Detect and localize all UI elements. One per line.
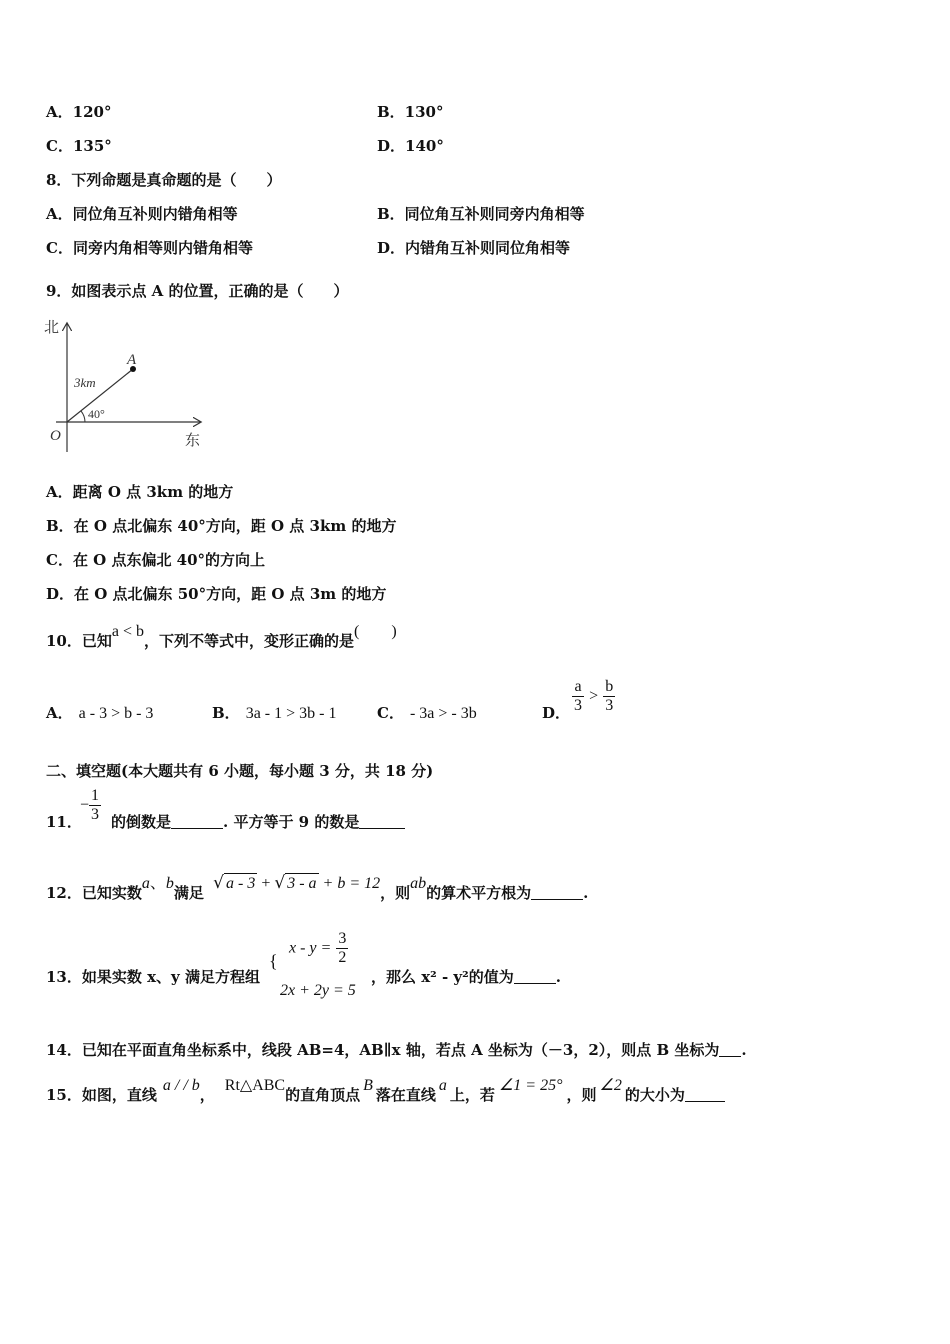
q8-option-c: C．同旁内角相等则内错角相等 — [46, 239, 253, 257]
q10-option-d-label: D． — [542, 704, 571, 722]
east-label: 东 — [185, 431, 201, 449]
q15-text-4: ，则 — [566, 1086, 597, 1104]
q11-minus: − — [80, 796, 90, 814]
q15-text-2: 落在直线 — [375, 1086, 436, 1104]
q13-blank[interactable] — [514, 969, 556, 984]
q14-end: . — [741, 1041, 747, 1059]
q11-blank-2[interactable] — [359, 814, 405, 829]
q11-fraction — [89, 787, 101, 824]
q12-radicand-2: 3 - a — [287, 875, 317, 892]
q9-option-d: D．在 O 点北偏东 50°方向，距 O 点 3m 的地方 — [46, 585, 387, 603]
north-label: 北 — [44, 318, 60, 336]
q12-radicand-1: a - 3 — [225, 875, 256, 892]
q7-option-c: C．135° — [46, 137, 112, 155]
radical-sign-2: √ — [274, 873, 286, 893]
q13-end: . — [555, 968, 561, 986]
q15-var-a: a — [438, 1077, 447, 1094]
q13-stem: 13．如果实数 x、y 满足方程组 — [46, 968, 260, 986]
q8-option-b: B．同位角互补则同旁内角相等 — [377, 205, 585, 223]
q10-condition: a < b — [111, 623, 144, 640]
q12-text-1: 满足 — [173, 884, 204, 902]
q15-stem: 15．如图，直线 — [46, 1086, 157, 1104]
q12-var-ab: ab — [410, 875, 427, 892]
q13-tail — [371, 967, 561, 987]
q13-equation-2: 2x + 2y = 5 — [280, 982, 356, 999]
q15-line — [46, 1077, 725, 1106]
q13-equation-1 — [289, 930, 348, 967]
q11-text-2: . 平方等于 9 的数是 — [223, 813, 360, 831]
q10-option-c — [377, 703, 477, 724]
q10-d-fraction-b — [603, 678, 615, 715]
origin-label: O — [50, 428, 61, 444]
q11-text-1: 的倒数是 — [111, 813, 172, 831]
q10-d-fraction-a — [572, 678, 584, 715]
q15-blank[interactable] — [685, 1087, 725, 1102]
q12-end: . — [583, 884, 589, 902]
radical-sign-1: √ — [213, 873, 224, 893]
q12-plus: + — [261, 875, 271, 892]
distance-label: 3km — [74, 375, 96, 390]
q12-var-a: a — [141, 875, 150, 892]
q10-d-den-a: 3 — [574, 697, 582, 714]
q12-equation — [213, 874, 380, 892]
q10-d-relation: > — [589, 687, 599, 705]
q9-option-c: C．在 O 点东偏北 40°的方向上 — [46, 551, 266, 569]
q15-parallel: a / / b — [162, 1077, 200, 1094]
q9-option-b: B．在 O 点北偏东 40°方向，距 O 点 3km 的地方 — [46, 517, 397, 535]
q11-blank-1[interactable] — [171, 814, 223, 829]
q10-option-a-expr: a - 3 > b - 3 — [78, 705, 154, 722]
q10-d-den-b: 3 — [605, 697, 614, 714]
q13-eq1-den: 2 — [338, 949, 347, 966]
q12-line — [46, 873, 589, 904]
q14-line — [46, 1040, 747, 1060]
q10-option-b-label: B． — [212, 704, 240, 722]
q15-text-1: 的直角顶点 — [285, 1086, 361, 1104]
q15-triangle: Rt△ABC — [224, 1077, 286, 1094]
q15-angle-1: ∠1 = 25° — [498, 1077, 563, 1094]
q12-stem: 12．已知实数 — [46, 884, 142, 902]
point-a-label: A — [127, 352, 137, 368]
q15-angle-2: ∠2 — [599, 1077, 622, 1094]
q10-option-a — [46, 703, 153, 724]
angle-label: 40° — [88, 407, 105, 421]
q11-text — [111, 812, 405, 832]
q7-option-d: D．140° — [377, 137, 444, 155]
q14-stem: 14．已知在平面直角坐标系中，线段 AB=4，AB∥x 轴，若点 A 坐标为（－3，2），则点 B 坐标为 — [46, 1041, 720, 1059]
q12-text-2: ，则 — [380, 884, 411, 902]
q13-brace: { — [269, 951, 278, 971]
q10-option-b-expr: 3a - 1 > 3b - 1 — [245, 705, 337, 722]
q10-stem — [46, 623, 397, 652]
section-2-heading: 二、填空题(本大题共有 6 小题，每小题 3 分，共 18 分) — [46, 762, 434, 780]
q14-blank[interactable] — [719, 1042, 741, 1057]
q12-blank[interactable] — [531, 885, 583, 900]
q15-text-3: 上，若 — [449, 1086, 495, 1104]
q8-option-d: D．内错角互补则同位角相等 — [377, 239, 571, 257]
q15-text-5: 的大小为 — [624, 1086, 685, 1104]
q9-option-a: A．距离 O 点 3km 的地方 — [46, 483, 234, 501]
q9-direction-figure — [40, 312, 210, 462]
q12-separator: 、 — [149, 875, 166, 892]
q7-option-b: B．130° — [377, 103, 444, 121]
q11-number: 11． — [46, 813, 82, 831]
q10-option-a-label: A． — [46, 704, 73, 722]
q13-eq1-left: x - y = — [289, 939, 332, 957]
q10-option-c-label: C． — [377, 704, 404, 722]
q10-d-num-a: a — [572, 678, 584, 697]
q8-option-a: A．同位角互补则内错角相等 — [46, 205, 238, 223]
q12-text-3: 的算术平方根为 — [426, 884, 532, 902]
q10-paren: ( ) — [354, 623, 397, 640]
q15-var-b: B — [363, 1077, 373, 1094]
q9-stem: 9．如图表示点 A 的位置，正确的是（ ） — [46, 282, 349, 300]
q12-var-b: b — [165, 875, 174, 892]
q15-comma: ， — [199, 1086, 215, 1104]
q10-stem-suffix: ，下列不等式中，变形正确的是 — [144, 632, 355, 650]
q10-option-b — [212, 703, 336, 724]
q10-option-d-expr — [572, 678, 615, 715]
q8-stem: 8．下列命题是真命题的是（ ） — [46, 171, 282, 189]
q11-fraction-expr — [80, 787, 101, 824]
q10-d-num-b: b — [605, 678, 614, 695]
q11-frac-num: 1 — [91, 787, 100, 804]
q10-option-c-expr: - 3a > - 3b — [409, 705, 477, 722]
q13-eq1-num: 3 — [338, 930, 347, 947]
q13-eq1-fraction — [336, 930, 348, 967]
q11-frac-den: 3 — [91, 806, 100, 823]
q12-rest: + b = 12 — [322, 875, 381, 892]
q13-text-1: ，那么 x² - y²的值为 — [371, 968, 514, 986]
q10-stem-prefix: 10．已知 — [46, 632, 112, 650]
angle-arc — [81, 411, 85, 422]
q7-option-a: A．120° — [46, 103, 112, 121]
